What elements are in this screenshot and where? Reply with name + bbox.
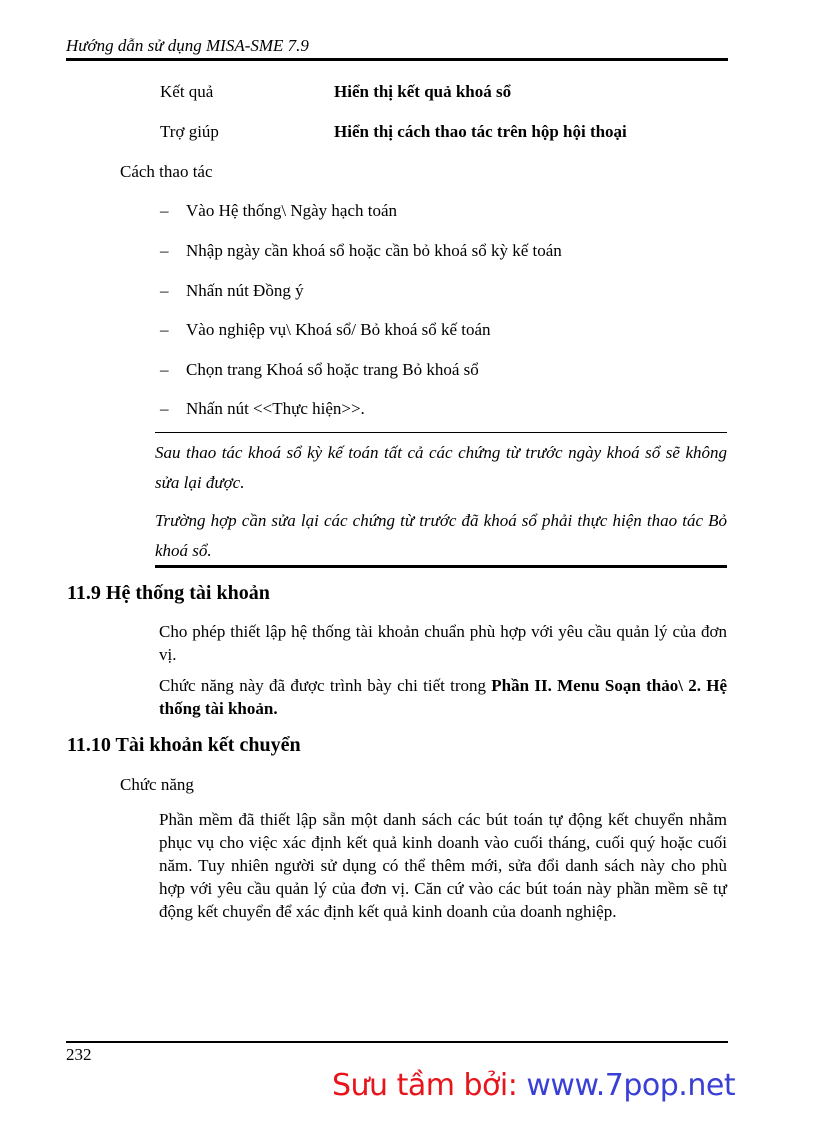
dash-bullet: –	[160, 201, 169, 220]
watermark-site: www.7pop.net	[526, 1068, 736, 1103]
dash-bullet: –	[160, 399, 169, 418]
table-row-value-help: Hiển thị cách thao tác trên hộp hội thoại	[334, 122, 627, 141]
steps-title: Cách thao tác	[120, 162, 213, 181]
note-text-1: Sau thao tác khoá sổ kỳ kế toán tất cả các chứng từ trước ngày khoá sổ sẽ không sửa lại được.	[155, 443, 727, 492]
step-text: Nhấn nút <<Thực hiện>>.	[186, 399, 365, 418]
step-text: Chọn trang Khoá sổ hoặc trang Bỏ khoá sổ	[186, 360, 479, 379]
header-divider	[66, 58, 728, 61]
step-text: Nhập ngày cần khoá sổ hoặc cần bỏ khoá sổ kỳ kế toán	[186, 241, 562, 260]
table-row-value-result: Hiển thị kết quả khoá sổ	[334, 82, 512, 101]
step-text: Vào nghiệp vụ\ Khoá sổ/ Bỏ khoá sổ kế toán	[186, 320, 491, 339]
watermark	[332, 1068, 735, 1103]
note-top-rule	[155, 432, 727, 433]
dash-bullet: –	[160, 281, 169, 300]
dash-bullet: –	[160, 320, 169, 339]
table-row-label-result: Kết quả	[160, 82, 214, 101]
list-item	[160, 201, 397, 221]
step-text: Nhấn nút Đồng ý	[186, 281, 304, 300]
page-number: 232	[66, 1045, 92, 1064]
list-item	[160, 281, 304, 301]
section-11-9-para-1: Cho phép thiết lập hệ thống tài khoản chuẩn phù hợp với yêu cầu quản lý của đơn vị.	[159, 622, 727, 664]
section-heading-11-9: 11.9 Hệ thống tài khoản	[67, 582, 270, 604]
section-11-10-subheading: Chức năng	[120, 775, 194, 794]
table-row-label-help: Trợ giúp	[160, 122, 219, 141]
para-2-reference: Phần II. Menu Soạn thảo\ 2. Hệ thống tài khoản.	[159, 676, 727, 718]
note-box	[155, 432, 727, 568]
list-item	[160, 320, 491, 340]
section-11-10-para: Phần mềm đã thiết lập sẵn một danh sách các bút toán tự động kết chuyển nhằm phục vụ cho việc xác định kết quả kinh doanh vào cuối tháng, cuối quý hoặc cuối năm. Tuy nhiên người sử dụng có thể thêm mới, sửa đổi danh sách này cho phù hợp với yêu cầu quản lý của đơn vị. Căn cứ vào các bút toán này phần mềm sẽ tự động kết chuyển để xác định kết quả kinh doanh của doanh nghiệp.	[159, 810, 727, 921]
step-text: Vào Hệ thống\ Ngày hạch toán	[186, 201, 398, 220]
dash-bullet: –	[160, 241, 169, 260]
section-heading-11-10: 11.10 Tài khoản kết chuyển	[67, 734, 301, 756]
para-2-text: Chức năng này đã được trình bày chi tiết trong	[159, 676, 492, 695]
list-item	[160, 241, 562, 261]
list-item	[160, 360, 479, 380]
footer-divider	[66, 1041, 728, 1043]
watermark-prefix: Sưu tầm bởi:	[332, 1068, 527, 1103]
list-item	[160, 399, 365, 419]
note-bottom-rule	[155, 565, 727, 568]
section-11-9-para-2	[159, 674, 727, 720]
dash-bullet: –	[160, 360, 169, 379]
running-header-title: Hướng dẫn sử dụng MISA-SME 7.9	[66, 36, 309, 55]
note-text-2: Trường hợp cần sửa lại các chứng từ trước đã khoá sổ phải thực hiện thao tác Bỏ khoá sổ.	[155, 511, 727, 560]
